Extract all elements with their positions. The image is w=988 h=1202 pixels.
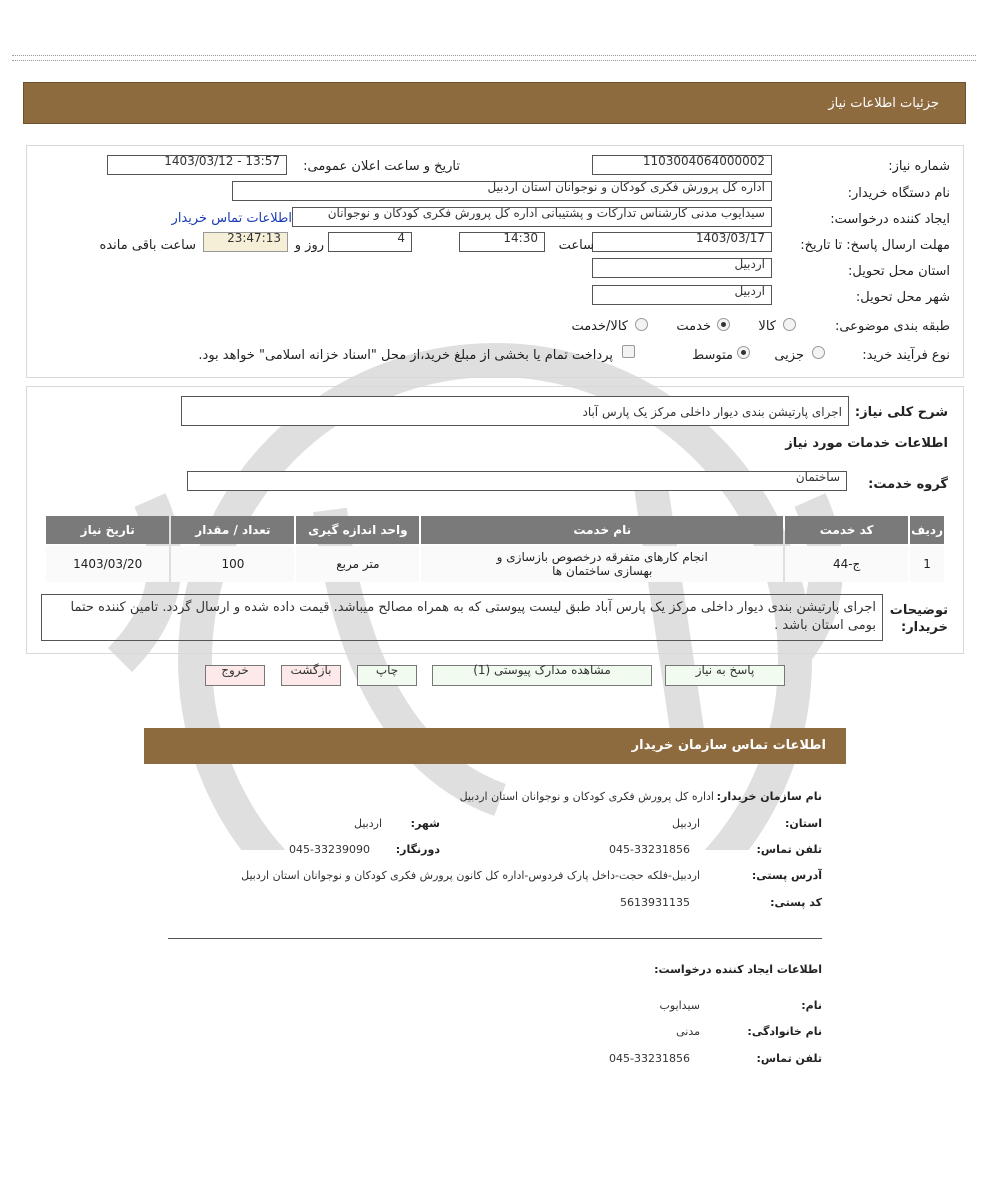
days-label: روز و [294, 238, 324, 253]
details-header [23, 82, 966, 124]
col-code: کد خدمت [785, 516, 908, 544]
category-label: طبقه بندی موضوعی: [834, 319, 950, 334]
requester-family-label: نام خانوادگی: [747, 1025, 822, 1038]
province-field: اردبیل [592, 258, 772, 278]
table-row [46, 546, 944, 582]
deadline-date-field: 1403/03/17 [592, 232, 772, 252]
cell-name: انجام کارهای متفرقه درخصوص بازسازی و بهسازی ساختمان ها [421, 546, 783, 582]
top-divider [12, 55, 976, 61]
services-heading: اطلاعات خدمات مورد نیاز [785, 436, 948, 451]
days-field: 4 [328, 232, 412, 252]
org-name-value: اداره کل پرورش فکری کودکان و نوجوانان استان اردبیل [459, 790, 714, 803]
col-qty: تعداد / مقدار [171, 516, 294, 544]
purchase-minor-radio[interactable] [812, 346, 825, 359]
contact-city-value: اردبیل [354, 817, 382, 830]
col-date: تاریخ نیاز [46, 516, 169, 544]
contact-phone-value: 045-33231856 [609, 843, 690, 856]
org-name-label: نام سازمان خریدار: [716, 790, 822, 803]
requester-family-value: مدنی [676, 1025, 700, 1038]
contact-postal-value: 5613931135 [620, 896, 690, 909]
col-name: نام خدمت [421, 516, 783, 544]
requester-field: سیدایوب مدنی کارشناس تدارکات و پشتیبانی اداره کل پرورش فکری کودکان و نوجوانان [292, 207, 772, 227]
remaining-label: ساعت باقی مانده [99, 238, 196, 253]
contact-city-label: شهر: [410, 817, 440, 830]
contact-fax-label: دورنگار: [395, 843, 440, 856]
need-number-label: شماره نیاز: [888, 159, 950, 174]
back-button[interactable]: بازگشت [281, 665, 341, 686]
reply-button[interactable]: پاسخ به نیاز [665, 665, 785, 686]
cell-row: 1 [910, 546, 944, 582]
services-table-wrap [44, 514, 946, 584]
details-header-title: جزئیات اطلاعات نیاز [828, 96, 939, 111]
contact-phone-label: تلفن تماس: [756, 843, 822, 856]
cell-code: ج-44 [785, 546, 908, 582]
category-service-label: خدمت [676, 319, 711, 334]
deadline-time-field: 14:30 [459, 232, 545, 252]
treasury-payment-checkbox[interactable] [622, 345, 635, 358]
city-field: اردبیل [592, 285, 772, 305]
requester-info-title: اطلاعات ایجاد کننده درخواست: [654, 963, 822, 976]
print-button[interactable]: چاپ [357, 665, 417, 686]
service-group-field: ساختمان [187, 471, 847, 491]
category-goods-label: کالا [758, 319, 776, 334]
announce-label: تاریخ و ساعت اعلان عمومی: [303, 159, 460, 174]
deadline-time-label: ساعت [558, 238, 594, 253]
col-unit: واحد اندازه گیری [296, 516, 419, 544]
table-header-row [46, 516, 944, 544]
category-both-radio[interactable] [635, 318, 648, 331]
need-info-panel [26, 145, 964, 378]
cell-qty: 100 [171, 546, 294, 582]
province-label: استان محل تحویل: [848, 264, 950, 279]
requester-name-label: نام: [801, 999, 822, 1012]
purchase-medium-radio[interactable] [737, 346, 750, 359]
contact-fax-value: 045-33239090 [289, 843, 370, 856]
requester-name-value: سیدایوب [659, 999, 700, 1012]
category-both-label: کالا/خدمت [571, 319, 628, 334]
contact-address-label: آدرس پستی: [751, 869, 822, 882]
buyer-contact-title: اطلاعات تماس سازمان خریدار [631, 738, 826, 753]
deadline-label: مهلت ارسال پاسخ: تا تاریخ: [800, 238, 950, 253]
remaining-time-field: 23:47:13 [203, 232, 288, 252]
contact-divider [168, 938, 822, 939]
buyer-org-field: اداره کل پرورش فکری کودکان و نوجوانان استان اردبیل [232, 181, 772, 201]
purchase-type-label: نوع فرآیند خرید: [862, 348, 950, 363]
treasury-payment-note: پرداخت تمام یا بخشی از مبلغ خرید،از محل "اسناد خزانه اسلامی" خواهد بود. [198, 348, 613, 363]
services-table [44, 514, 946, 584]
city-label: شهر محل تحویل: [855, 290, 950, 305]
buyer-contact-link[interactable]: اطلاعات تماس خریدار [171, 211, 292, 226]
announce-date-field: 1403/03/12 - 13:57 [107, 155, 287, 175]
purchase-minor-label: جزیی [774, 348, 804, 363]
contact-province-label: استان: [785, 817, 822, 830]
service-group-label: گروه خدمت: [868, 477, 948, 492]
exit-button[interactable]: خروج [205, 665, 265, 686]
summary-label: شرح کلی نیاز: [854, 405, 948, 420]
contact-province-value: اردبیل [672, 817, 700, 830]
buyer-org-label: نام دستگاه خریدار: [847, 186, 950, 201]
summary-field: اجرای پارتیشن بندی دیوار داخلی مرکز یک پارس آباد [181, 396, 849, 426]
category-service-radio[interactable] [717, 318, 730, 331]
category-goods-radio[interactable] [783, 318, 796, 331]
requester-phone-label: تلفن تماس: [756, 1052, 822, 1065]
purchase-medium-label: متوسط [692, 348, 733, 363]
buyer-contact-header [144, 728, 846, 764]
buyer-notes-label: توضیحات خریدار: [889, 603, 948, 635]
cell-unit: متر مربع [296, 546, 419, 582]
contact-address-value: اردبیل-فلکه حجت-داخل پارک فردوس-اداره کل کانون پرورش فکری کودکان و نوجوانان استان اردبیل [241, 869, 700, 882]
cell-date: 1403/03/20 [46, 546, 169, 582]
contact-postal-label: کد پستی: [770, 896, 822, 909]
col-row: ردیف [910, 516, 944, 544]
buyer-notes-field: اجرای پارتیشن بندی دیوار داخلی مرکز یک پارس آباد طبق لیست پیوستی که به همراه مصالح میباشد. قیمت داده شده و ارسال گردد. تامین کننده حتما بومی استان باشد . [41, 594, 883, 641]
need-number-field: 1103004064000002 [592, 155, 772, 175]
requester-label: ایجاد کننده درخواست: [830, 212, 950, 227]
attachments-button[interactable]: مشاهده مدارک پیوستی (1) [432, 665, 652, 686]
requester-phone-value: 045-33231856 [609, 1052, 690, 1065]
